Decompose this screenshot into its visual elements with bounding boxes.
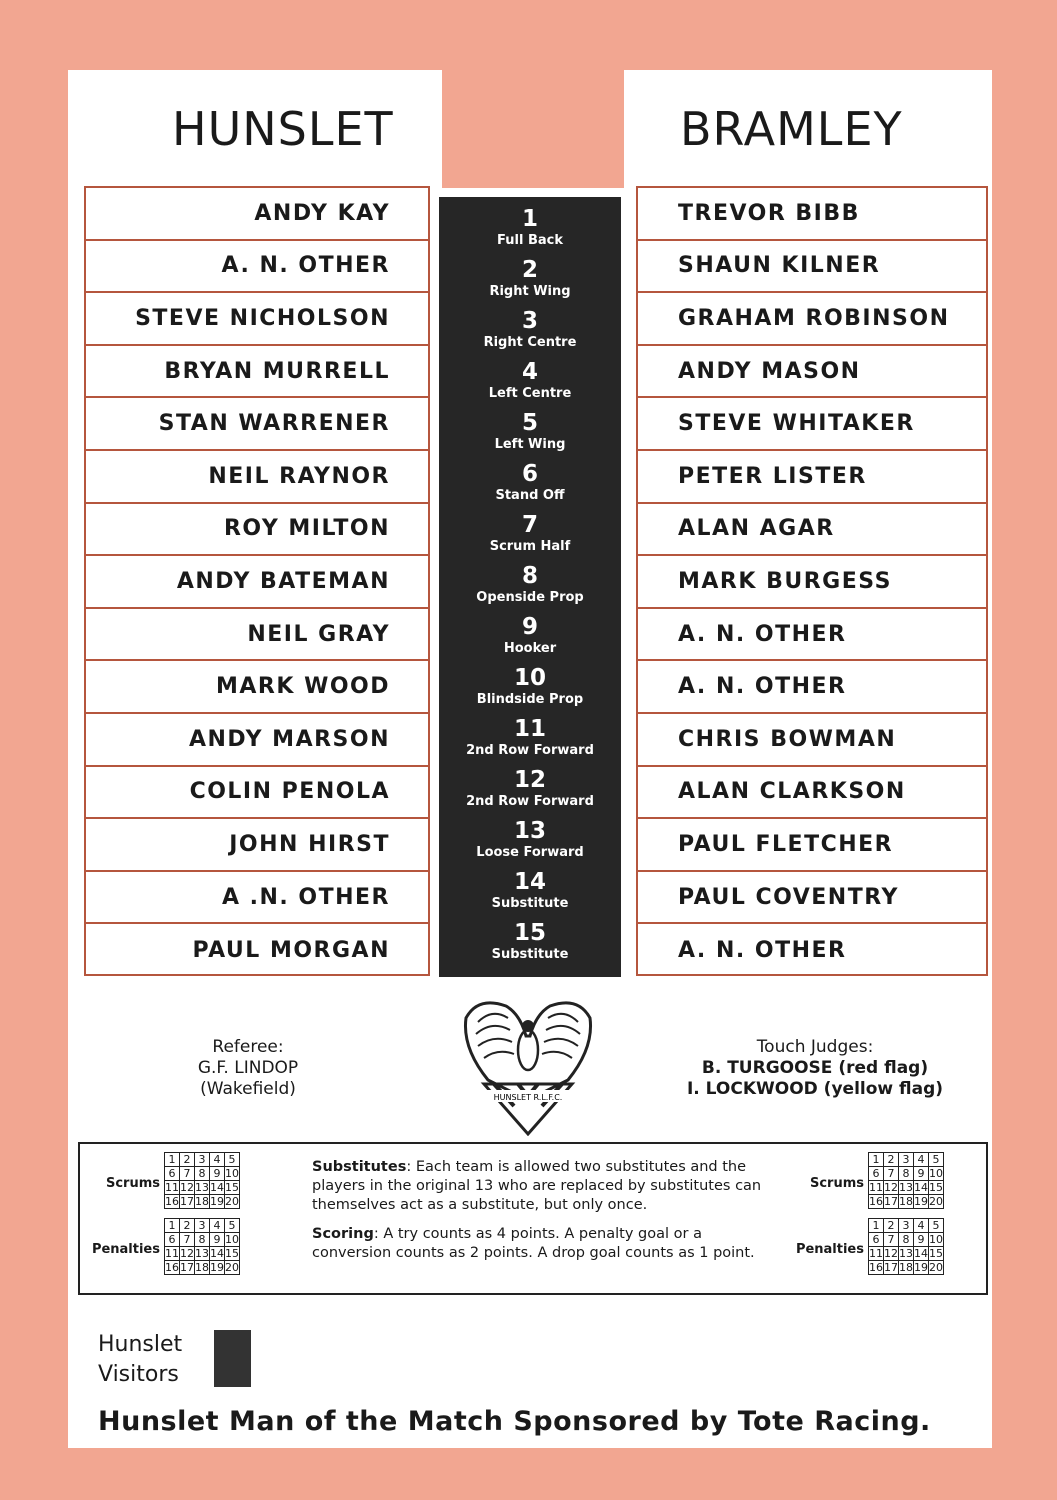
tally-cell: 16 <box>165 1194 179 1208</box>
rules-text <box>312 1158 774 1273</box>
position-number: 8 <box>521 563 538 589</box>
home-player-10: MARK WOOD <box>86 661 428 714</box>
touch-judge-2: I. LOCKWOOD (yellow flag) <box>686 1079 944 1099</box>
away-player-7: ALAN AGAR <box>638 504 986 557</box>
tally-cell: 12 <box>180 1180 194 1194</box>
tally-cell: 9 <box>210 1233 225 1247</box>
tally-cell: 10 <box>929 1232 943 1246</box>
home-player-6: NEIL RAYNOR <box>86 451 428 504</box>
home-player-11: ANDY MARSON <box>86 714 428 767</box>
tally-cell: 2 <box>180 1219 195 1233</box>
tally-cell: 19 <box>914 1194 928 1208</box>
tally-cell: 17 <box>180 1194 194 1208</box>
away-player-6: PETER LISTER <box>638 451 986 504</box>
tally-cell: 20 <box>225 1194 239 1208</box>
tally-cell: 19 <box>914 1260 928 1274</box>
home-player-15: PAUL MORGAN <box>192 938 390 964</box>
away-player-11: CHRIS BOWMAN <box>638 714 986 767</box>
tally-cell: 5 <box>225 1153 240 1167</box>
position-number: 9 <box>521 614 538 640</box>
tally-cell: 5 <box>929 1153 944 1167</box>
tally-cell: 12 <box>884 1180 898 1194</box>
positions-column <box>439 197 621 977</box>
touch-judges-block <box>656 1037 974 1100</box>
position-label: 2nd Row Forward <box>466 794 594 809</box>
tally-cell: 20 <box>225 1260 239 1274</box>
home-roster <box>84 186 430 976</box>
home-player-2: A. N. OTHER <box>86 241 428 294</box>
tally-cell: 19 <box>210 1260 224 1274</box>
referee-block <box>168 1037 328 1100</box>
home-player-13: JOHN HIRST <box>86 819 428 872</box>
tally-cell: 20 <box>929 1260 943 1274</box>
position-label: 2nd Row Forward <box>466 743 594 758</box>
position-number: 6 <box>521 461 538 487</box>
tally-cell: 5 <box>929 1219 944 1233</box>
position-number: 11 <box>513 716 546 742</box>
tally-cell: 6 <box>869 1233 884 1247</box>
logo-text: HUNSLET R.L.F.C. <box>493 1093 563 1102</box>
position-label: Hooker <box>503 641 557 656</box>
scoring-heading: Scoring <box>312 1226 374 1242</box>
position-7 <box>439 503 621 554</box>
tally-cell: 8 <box>899 1167 914 1181</box>
tally-cell: 14 <box>210 1180 224 1194</box>
position-number: 5 <box>521 410 538 436</box>
position-label: Substitute <box>491 896 569 911</box>
home-score-label: Hunslet <box>98 1332 183 1357</box>
tally-cell: 7 <box>180 1233 195 1247</box>
position-number: 7 <box>521 512 538 538</box>
tally-cell: 9 <box>210 1167 225 1181</box>
tally-cell: 2 <box>884 1219 899 1233</box>
tally-cell: 18 <box>195 1194 209 1208</box>
tally-cell: 7 <box>180 1167 195 1181</box>
touch-judges-heading: Touch Judges: <box>756 1037 874 1057</box>
scrums-grid <box>868 1152 944 1209</box>
away-player-4: ANDY MASON <box>638 346 986 399</box>
home-player-12: COLIN PENOLA <box>86 767 428 820</box>
away-player-10: A. N. OTHER <box>638 661 986 714</box>
position-number: 3 <box>521 308 538 334</box>
tally-cell: 15 <box>929 1180 943 1194</box>
home-player-9: NEIL GRAY <box>86 609 428 662</box>
tally-cell: 17 <box>884 1194 898 1208</box>
tally-cell: 5 <box>225 1219 240 1233</box>
tally-cell: 11 <box>869 1246 883 1260</box>
position-label: Left Centre <box>488 386 572 401</box>
tally-cell: 11 <box>165 1180 179 1194</box>
position-5 <box>439 401 621 452</box>
tally-cell: 11 <box>869 1180 883 1194</box>
rules-box <box>78 1142 988 1295</box>
tally-cell: 3 <box>899 1153 914 1167</box>
scrums-label: Scrums <box>809 1176 864 1191</box>
tally-cell: 16 <box>869 1260 883 1274</box>
tally-cell: 6 <box>165 1167 180 1181</box>
position-label: Loose Forward <box>476 845 584 860</box>
penalties-label: Penalties <box>91 1242 160 1257</box>
tally-cell: 2 <box>884 1153 899 1167</box>
home-player-5: STAN WARRENER <box>86 398 428 451</box>
home-player-3: STEVE NICHOLSON <box>86 293 428 346</box>
position-number: 1 <box>521 206 538 232</box>
tally-cell: 15 <box>225 1246 239 1260</box>
position-label: Scrum Half <box>489 539 571 554</box>
penalties-grid <box>868 1218 944 1275</box>
tally-cell: 14 <box>210 1246 224 1260</box>
tally-cell: 16 <box>869 1194 883 1208</box>
tally-cell: 13 <box>195 1246 209 1260</box>
tally-cell: 15 <box>929 1246 943 1260</box>
position-label: Full Back <box>497 233 563 248</box>
tally-cell: 4 <box>210 1153 225 1167</box>
tally-cell: 1 <box>869 1153 884 1167</box>
home-player-1: ANDY KAY <box>86 188 428 241</box>
position-8 <box>439 554 621 605</box>
substitutes-heading: Substitutes <box>312 1159 407 1175</box>
tally-cell: 1 <box>869 1219 884 1233</box>
position-13 <box>439 809 621 860</box>
tally-cell: 3 <box>195 1153 210 1167</box>
position-label: Right Centre <box>483 335 577 350</box>
home-player-7: ROY MILTON <box>86 504 428 557</box>
tally-cell: 14 <box>914 1246 928 1260</box>
home-team-title: HUNSLET <box>172 102 394 156</box>
tally-cell: 13 <box>899 1246 913 1260</box>
away-player-14: PAUL COVENTRY <box>638 872 986 925</box>
position-12 <box>439 758 621 809</box>
tally-cell: 9 <box>914 1167 929 1181</box>
penalties-grid <box>164 1218 240 1275</box>
tally-cell: 10 <box>225 1232 239 1246</box>
away-player-15: A. N. OTHER <box>678 938 847 964</box>
footer-sponsor: Hunslet Man of the Match Sponsored by Tote Racing. <box>98 1406 931 1437</box>
away-player-2: SHAUN KILNER <box>638 241 986 294</box>
tally-cell: 15 <box>225 1180 239 1194</box>
position-number: 10 <box>513 665 546 691</box>
tally-cell: 1 <box>165 1219 180 1233</box>
position-number: 13 <box>513 818 546 844</box>
scoring-rule <box>312 1225 774 1263</box>
score-cell <box>250 1359 251 1387</box>
tally-cell: 2 <box>180 1153 195 1167</box>
tally-cell: 4 <box>914 1219 929 1233</box>
away-player-13: PAUL FLETCHER <box>638 819 986 872</box>
scrums-label: Scrums <box>105 1176 160 1191</box>
position-label: Substitute <box>491 947 569 962</box>
away-player-1: TREVOR BIBB <box>638 188 986 241</box>
position-number: 15 <box>513 920 546 946</box>
tally-cell: 16 <box>165 1260 179 1274</box>
tally-cell: 18 <box>899 1260 913 1274</box>
tally-cell: 8 <box>195 1233 210 1247</box>
tally-cell: 3 <box>899 1219 914 1233</box>
referee-club: (Wakefield) <box>200 1079 296 1099</box>
position-label: Stand Off <box>495 488 565 503</box>
position-label: Right Wing <box>489 284 571 299</box>
position-1 <box>439 197 621 248</box>
tally-cell: 9 <box>914 1233 929 1247</box>
away-player-8: MARK BURGESS <box>638 556 986 609</box>
home-player-4: BRYAN MURRELL <box>86 346 428 399</box>
position-2 <box>439 248 621 299</box>
home-player-14: A .N. OTHER <box>86 872 428 925</box>
referee-name: G.F. LINDOP <box>197 1058 299 1078</box>
away-roster <box>636 186 988 976</box>
position-number: 14 <box>513 869 546 895</box>
tally-cell: 13 <box>195 1180 209 1194</box>
away-player-12: ALAN CLARKSON <box>638 767 986 820</box>
tally-cell: 11 <box>165 1246 179 1260</box>
tally-cell: 8 <box>195 1167 210 1181</box>
tally-cell: 18 <box>899 1194 913 1208</box>
position-4 <box>439 350 621 401</box>
tally-cell: 4 <box>210 1219 225 1233</box>
touch-judge-1: B. TURGOOSE (red flag) <box>701 1058 929 1078</box>
tally-cell: 12 <box>884 1246 898 1260</box>
scoring-text: : A try counts as 4 points. A penalty goal or a conversion counts as 2 points. A drop goal counts as 1 point. <box>312 1226 755 1261</box>
tally-cell: 1 <box>165 1153 180 1167</box>
tally-cell: 13 <box>899 1180 913 1194</box>
tally-cell: 12 <box>180 1246 194 1260</box>
score-grid <box>214 1330 251 1387</box>
tally-cell: 20 <box>929 1194 943 1208</box>
position-9 <box>439 605 621 656</box>
tally-cell: 3 <box>195 1219 210 1233</box>
tally-cell: 10 <box>225 1166 239 1180</box>
position-14 <box>439 860 621 911</box>
home-player-8: ANDY BATEMAN <box>86 556 428 609</box>
penalties-label: Penalties <box>795 1242 864 1257</box>
tally-cell: 8 <box>899 1233 914 1247</box>
away-score-label: Visitors <box>98 1362 179 1387</box>
away-team-title: BRAMLEY <box>680 102 903 156</box>
position-6 <box>439 452 621 503</box>
tally-cell: 4 <box>914 1153 929 1167</box>
tally-cell: 19 <box>210 1194 224 1208</box>
position-label: Openside Prop <box>476 590 584 605</box>
position-10 <box>439 656 621 707</box>
away-player-9: A. N. OTHER <box>638 609 986 662</box>
tally-cell: 17 <box>884 1260 898 1274</box>
position-3 <box>439 299 621 350</box>
tally-cell: 14 <box>914 1180 928 1194</box>
position-11 <box>439 707 621 758</box>
substitutes-text: : Each team is allowed two substitutes and the players in the original 13 who are replaced by substitutes can themselves act as a substitute, but only once. <box>312 1159 762 1213</box>
tally-cell: 10 <box>929 1166 943 1180</box>
tally-cell: 17 <box>180 1260 194 1274</box>
away-player-3: GRAHAM ROBINSON <box>638 293 986 346</box>
header-gap <box>442 70 624 188</box>
position-number: 4 <box>521 359 538 385</box>
tally-cell: 7 <box>884 1167 899 1181</box>
tally-cell: 7 <box>884 1233 899 1247</box>
tally-cell: 6 <box>869 1167 884 1181</box>
position-number: 12 <box>513 767 546 793</box>
score-cell <box>250 1331 251 1359</box>
tally-cell: 18 <box>195 1260 209 1274</box>
substitutes-rule <box>312 1158 774 1215</box>
referee-heading: Referee: <box>212 1037 284 1057</box>
away-player-5: STEVE WHITAKER <box>638 398 986 451</box>
position-label: Left Wing <box>494 437 566 452</box>
position-number: 2 <box>521 257 538 283</box>
scrums-grid <box>164 1152 240 1209</box>
tally-cell: 6 <box>165 1233 180 1247</box>
position-15 <box>439 911 621 962</box>
position-label: Blindside Prop <box>476 692 584 707</box>
phoenix-crest-icon <box>458 988 598 1136</box>
